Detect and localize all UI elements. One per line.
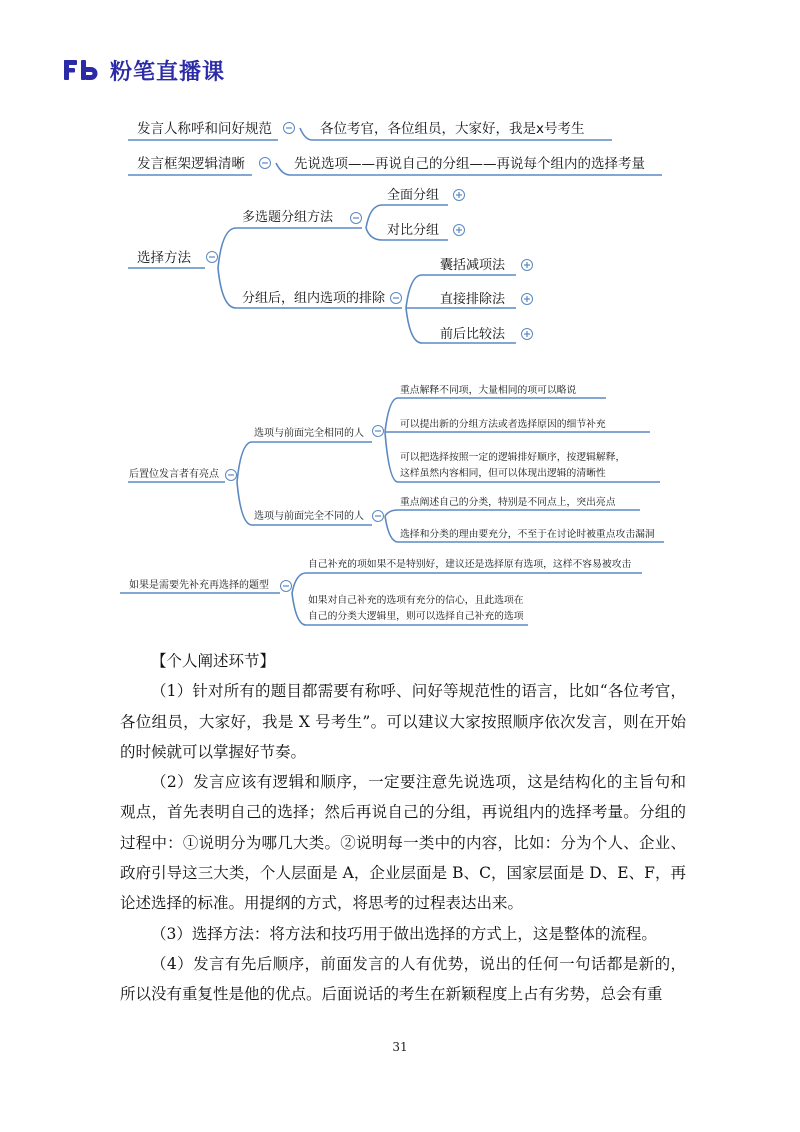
later-leaf: 重点解释不同项，大量相同的项可以略说 (400, 385, 577, 396)
expand-button[interactable] (522, 329, 533, 340)
expand-button[interactable] (454, 190, 465, 201)
row2-value: 先说选项——再说自己的分组——再说每个组内的选择考量 (294, 156, 645, 172)
row1-label: 发言人称呼和问好规范 (137, 121, 272, 137)
paragraph: （4）发言有先后顺序，前面发言的人有优势，说出的任何一句话都是新的，所以没有重复性是他的优点。后面说话的考生在新颖程度上占有劣势，总会有重 (120, 954, 686, 1004)
method-leaf: 囊括减项法 (440, 258, 506, 273)
later-same: 选项与前面完全相同的人 (254, 428, 364, 439)
collapse-button[interactable] (351, 213, 362, 224)
expand-button[interactable] (522, 260, 533, 271)
paragraph: （1）针对所有的题目都需要有称呼、问好等规范性的语言，比如“各位考官，各位组员，大家好，我是 X 号考生”。可以建议大家按照顺序依次发言，则在开始的时候就可以掌握好节奏。 (120, 682, 686, 761)
body-text (120, 646, 686, 1010)
page-number: 31 (392, 1040, 408, 1054)
collapse-button[interactable] (281, 581, 292, 592)
supplement-root: 如果是需要先补充再选择的题型 (129, 580, 269, 591)
method-root: 选择方法 (137, 250, 191, 266)
collapse-button[interactable] (284, 123, 295, 134)
paragraph: （3）选择方法：将方法和技巧用于做出选择的方式上，这是整体的流程。 (151, 924, 657, 943)
row1-value: 各位考官，各位组员，大家好，我是x号考生 (320, 121, 585, 137)
method-branch-1: 多选题分组方法 (242, 210, 334, 225)
collapse-button[interactable] (207, 252, 218, 263)
supplement-leaf: 自己的分类大逻辑里，则可以选择自己补充的选项 (308, 611, 524, 622)
collapse-button[interactable] (226, 470, 237, 481)
method-leaf: 全面分组 (387, 188, 440, 203)
later-diff: 选项与前面完全不同的人 (254, 511, 364, 522)
later-leaf: 重点阐述自己的分类，特别是不同点上，突出亮点 (400, 497, 616, 508)
expand-button[interactable] (454, 225, 465, 236)
paragraph: （2）发言应该有逻辑和顺序，一定要注意先说选项，这是结构化的主旨句和观点，首先表明自己的选择；然后再说自己的分组，再说组内的选择考量。分组的过程中：①说明分为哪几大类。②说明每一类中的内容，比如：分为个人、企业、政府引导这三大类，个人层面是 A，企业层面是 B、C，国家层面是 D、E、F，再论述选择的标准。用提纲的方式，将思考的过程表达出来。 (120, 773, 686, 913)
method-branch-2: 分组后，组内选项的排除 (242, 291, 386, 306)
later-leaf: 选择和分类的理由要充分，不至于在讨论时被重点攻击漏洞 (400, 529, 655, 540)
supplement-leaf: 如果对自己补充的选项有充分的信心，且此选项在 (308, 595, 524, 606)
later-leaf: 这样虽然内容相同，但可以体现出逻辑的清晰性 (400, 468, 606, 479)
supplement-leaf: 自己补充的项如果不是特别好，建议还是选择原有选项，这样不容易被攻击 (308, 559, 632, 570)
later-leaf: 可以把选择按照一定的逻辑排好顺序，按逻辑解释， (400, 452, 626, 463)
method-leaf: 对比分组 (387, 223, 440, 238)
collapse-button[interactable] (373, 511, 384, 522)
method-leaf: 直接排除法 (440, 292, 506, 307)
later-root: 后置位发言者有亮点 (129, 469, 219, 480)
expand-button[interactable] (522, 294, 533, 305)
row2-label: 发言框架逻辑清晰 (137, 156, 245, 172)
method-leaf: 前后比较法 (440, 327, 506, 342)
collapse-button[interactable] (373, 426, 384, 437)
brand-name: 粉笔直播课 (110, 59, 226, 85)
collapse-button[interactable] (391, 293, 402, 304)
section-title: 【个人阐述环节】 (151, 652, 276, 670)
collapse-button[interactable] (260, 158, 271, 169)
later-leaf: 可以提出新的分组方法或者选择原因的细节补充 (400, 419, 606, 430)
